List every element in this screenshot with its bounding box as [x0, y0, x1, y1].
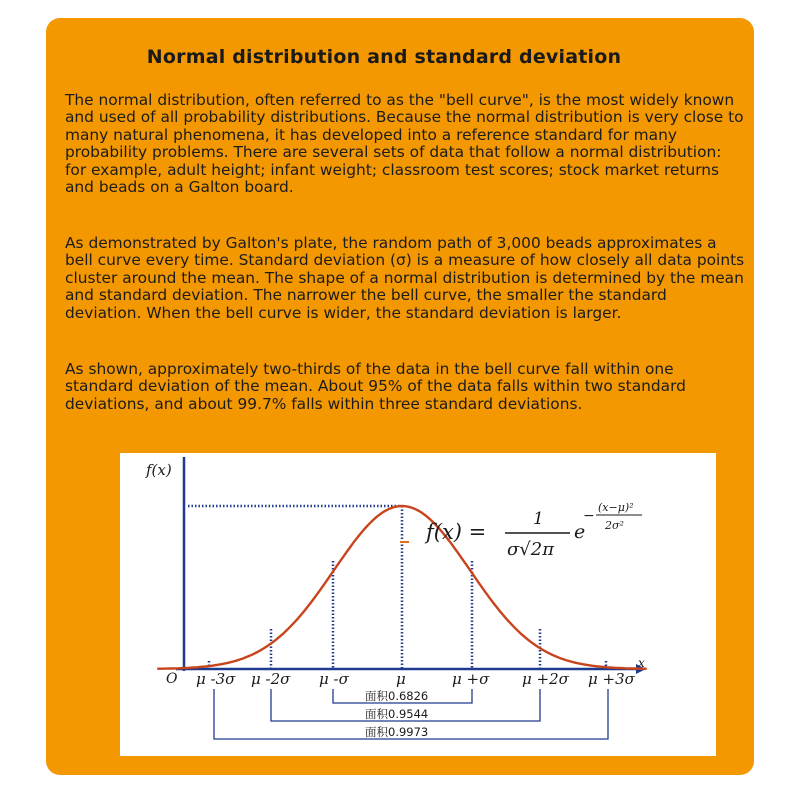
origin-label: O	[166, 671, 178, 687]
formula-lhs: f(x) =	[426, 520, 487, 544]
tick-label-plus-1sigma: μ +σ	[452, 670, 490, 688]
tick-label-minus-1sigma: μ -σ	[319, 670, 349, 688]
content-card	[46, 18, 754, 775]
tick-label-plus-2sigma: μ +2σ	[522, 670, 569, 688]
tick-label-minus-3sigma: μ -3σ	[196, 670, 236, 688]
tick-label-plus-3sigma: μ +3σ	[588, 670, 635, 688]
page-title: Normal distribution and standard deviation	[146, 46, 622, 68]
area-label-1sigma: 面积0.6826	[365, 689, 429, 703]
formula-exponent-denominator: 2σ²	[605, 519, 624, 532]
area-label-3sigma: 面积0.9973	[365, 725, 429, 739]
formula-exponent-sign: −	[583, 508, 595, 524]
tick-label-mean: μ	[396, 670, 406, 688]
area-label-2sigma: 面积0.9544	[365, 707, 429, 721]
formula-base: e	[574, 521, 586, 543]
paragraph-ranges: As shown, approximately two-thirds of the data in the bell curve fall within one standard deviation of the mean. About 95% of the data falls within two standard deviations, and about 99.7% falls within three standard deviations.	[65, 360, 686, 413]
formula-numerator: 1	[533, 509, 544, 529]
paragraph-intro: The normal distribution, often referred to as the "bell curve", is the most widely known and used of all probability distributions. Because the normal distribution is very close to many natural phenomena, it has developed into a reference standard for many probability problems. There are several sets of data that follow a normal distribution: for example, adult height; infant weight; classroom test scores; stock market returns and beads on a Galton board.	[65, 91, 744, 197]
normal-distribution-diagram	[120, 453, 716, 756]
x-axis-label: x	[638, 656, 645, 670]
paragraph-galton: As demonstrated by Galton's plate, the random path of 3,000 beads approximates a bell curve every time. Standard deviation (σ) is a measure of how closely all data points cluster around the mean. The shape of a normal distribution is determined by the mean and standard deviation. The narrower the bell curve, the smaller the standard deviation. When the bell curve is wider, the standard deviation is larger.	[65, 234, 745, 322]
y-axis-label: f(x)	[146, 461, 172, 479]
tick-label-minus-2sigma: μ -2σ	[251, 670, 291, 688]
formula-denominator: σ√2π	[507, 539, 555, 560]
diagram-svg	[120, 453, 716, 756]
tick-labels	[196, 670, 636, 688]
formula-exponent-numerator: (x−μ)²	[598, 501, 634, 514]
guide-lines	[188, 506, 606, 669]
